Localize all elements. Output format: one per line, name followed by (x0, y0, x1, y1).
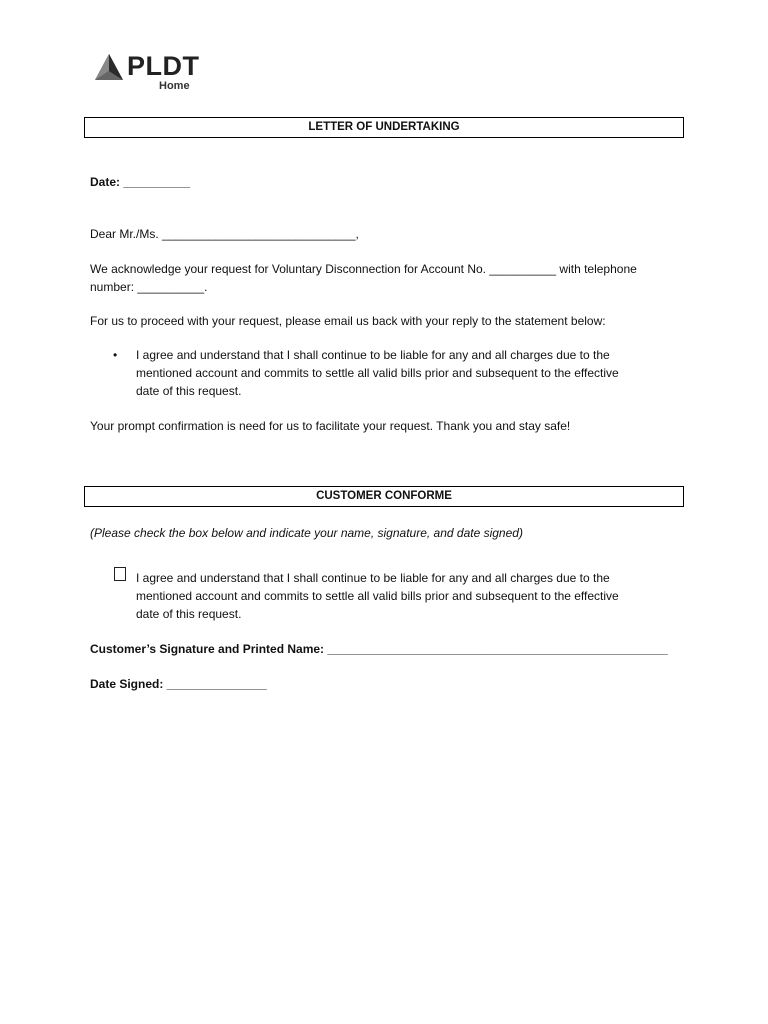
statement-line-2: mentioned account and commits to settle all valid bills prior and subsequent to the effective (136, 366, 619, 380)
date-field-label: Date: __________ (90, 175, 191, 189)
pldt-logo-icon (93, 53, 125, 83)
bullet-icon: • (113, 348, 118, 362)
proceed-instruction: For us to proceed with your request, please email us back with your reply to the statement below: (90, 314, 606, 328)
salutation: Dear Mr./Ms. _____________________________, (90, 227, 359, 241)
signature-field-label: Customer’s Signature and Printed Name: ___________________________________________________ (90, 642, 668, 656)
conforme-statement-line-2: mentioned account and commits to settle all valid bills prior and subsequent to the effective (136, 589, 619, 603)
conforme-section-title: CUSTOMER CONFORME (84, 486, 684, 507)
conforme-statement-line-1: I agree and understand that I shall continue to be liable for any and all charges due to the (136, 571, 610, 585)
logo-sub: Home (159, 80, 190, 92)
agreement-checkbox[interactable] (114, 567, 126, 581)
date-signed-field-label: Date Signed: _______________ (90, 677, 267, 691)
conforme-statement-line-3: date of this request. (136, 607, 242, 621)
closing-text: Your prompt confirmation is need for us to facilitate your request. Thank you and stay safe! (90, 419, 571, 433)
acknowledge-line-2: number: __________. (90, 280, 208, 294)
logo-brand: PLDT (127, 51, 200, 81)
conforme-instruction: (Please check the box below and indicate your name, signature, and date signed) (90, 526, 523, 540)
letter-section-title: LETTER OF UNDERTAKING (84, 117, 684, 138)
statement-line-3: date of this request. (136, 384, 242, 398)
statement-line-1: I agree and understand that I shall continue to be liable for any and all charges due to the (136, 348, 610, 362)
pldt-home-logo (93, 49, 205, 97)
acknowledge-line-1: We acknowledge your request for Voluntary Disconnection for Account No. __________ with telephone (90, 262, 637, 276)
